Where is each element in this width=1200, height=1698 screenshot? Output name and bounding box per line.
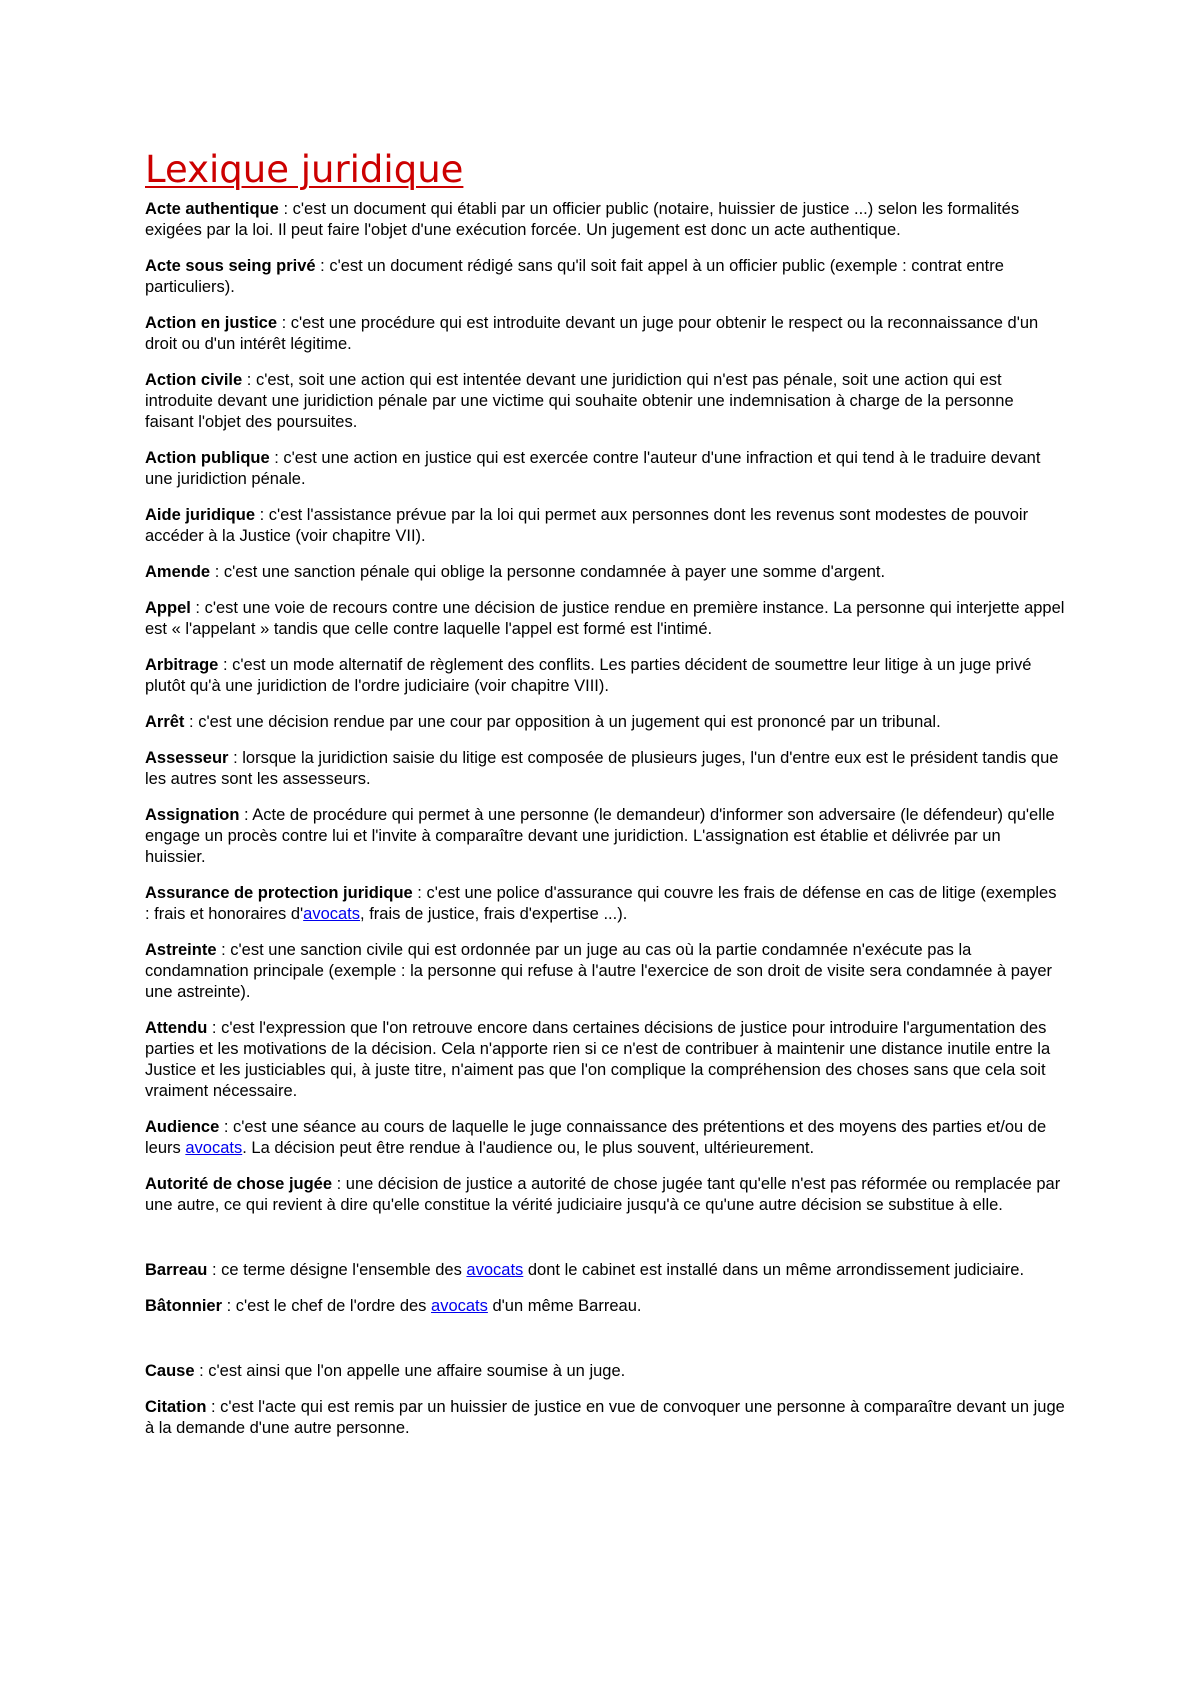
glossary-definition: : c'est une voie de recours contre une décision de justice rendue en première instance. La personne qui interjette appel est « l'appelant » tandis que celle contre laquelle l'appel est formé est l'intimé. bbox=[145, 599, 1065, 638]
glossary-term: Arbitrage bbox=[145, 656, 219, 674]
glossary-entry bbox=[145, 1117, 1065, 1159]
glossary-term: Citation bbox=[145, 1398, 207, 1416]
glossary-definition: : c'est une décision rendue par une cour par opposition à un jugement qui est prononcé par un tribunal. bbox=[184, 713, 941, 731]
glossary-entry bbox=[145, 805, 1065, 868]
glossary-entry bbox=[145, 448, 1065, 490]
glossary-definition: : c'est un document qui établi par un officier public (notaire, huissier de justice ...) selon les formalités exigées par la loi. Il peut faire l'objet d'une exécution forcée. Un jugement est donc un acte authentique. bbox=[145, 200, 1020, 239]
glossary-term: Acte authentique bbox=[145, 200, 279, 218]
glossary-definition: dont le cabinet est installé dans un même arrondissement judiciaire. bbox=[523, 1261, 1025, 1279]
glossary-definition: : c'est une sanction civile qui est ordonnée par un juge au cas où la partie condamnée n'exécute pas la condamnation principale (exemple : la personne qui refuse à l'autre l'exercice de son droit de visite sera condamnée à payer une astreinte). bbox=[145, 941, 1052, 1001]
glossary-definition: : Acte de procédure qui permet à une personne (le demandeur) d'informer son adversaire (le défendeur) qu'elle engage un procès contre lui et l'invite à comparaître devant une juridiction. L'assignation est établie et délivrée par un huissier. bbox=[145, 806, 1055, 866]
glossary-entry bbox=[145, 313, 1065, 355]
glossary-entry bbox=[145, 748, 1065, 790]
glossary-term: Arrêt bbox=[145, 713, 185, 731]
glossary-entry bbox=[145, 940, 1065, 1003]
glossary-entry bbox=[145, 562, 1065, 583]
glossary-term: Action en justice bbox=[145, 314, 278, 332]
glossary-entry bbox=[145, 598, 1065, 640]
avocats-link[interactable]: avocats bbox=[431, 1297, 488, 1315]
glossary-term: Bâtonnier bbox=[145, 1297, 223, 1315]
glossary-definition: : c'est, soit une action qui est intentée devant une juridiction qui n'est pas pénale, soit une action qui est introduite devant une juridiction pénale par une victime qui souhaite obtenir une indemnisation à charge de la personne faisant l'objet des poursuites. bbox=[145, 371, 1014, 431]
glossary-term: Audience bbox=[145, 1118, 220, 1136]
avocats-link[interactable]: avocats bbox=[303, 905, 361, 923]
glossary-term: Aide juridique bbox=[145, 506, 256, 524]
glossary-definition: . La décision peut être rendue à l'audience ou, le plus souvent, ultérieurement. bbox=[242, 1139, 815, 1157]
glossary-term: Amende bbox=[145, 563, 211, 581]
glossary-term: Autorité de chose jugée bbox=[145, 1175, 333, 1193]
glossary-entry bbox=[145, 1260, 1065, 1281]
glossary-entry bbox=[145, 1361, 1065, 1382]
glossary-definition: : ce terme désigne l'ensemble des bbox=[207, 1261, 467, 1279]
glossary-definition: : c'est un mode alternatif de règlement des conflits. Les parties décident de soumettre leur litige à un juge privé plutôt qu'à une juridiction de l'ordre judiciaire (voir chapitre VIII). bbox=[145, 656, 1032, 695]
glossary-term: Action civile bbox=[145, 371, 243, 389]
glossary-term: Assesseur bbox=[145, 749, 229, 767]
glossary-definition: : c'est une séance au cours de laquelle le juge connaissance des prétentions et des moyens des parties et/ou de leurs bbox=[145, 1118, 1047, 1157]
glossary-term: Cause bbox=[145, 1362, 195, 1380]
glossary-term: Barreau bbox=[145, 1261, 208, 1279]
glossary-entry bbox=[145, 199, 1065, 241]
glossary-definition: : c'est une action en justice qui est exercée contre l'auteur d'une infraction et qui tend à le traduire devant une juridiction pénale. bbox=[145, 449, 1041, 488]
glossary-entry bbox=[145, 1397, 1065, 1439]
glossary-definition: : c'est une procédure qui est introduite devant un juge pour obtenir le respect ou la reconnaissance d'un droit ou d'un intérêt légitime. bbox=[145, 314, 1039, 353]
glossary-definition: : lorsque la juridiction saisie du litige est composée de plusieurs juges, l'un d'entre eux est le président tandis que les autres sont les assesseurs. bbox=[145, 749, 1059, 788]
avocats-link[interactable]: avocats bbox=[185, 1139, 243, 1157]
avocats-link[interactable]: avocats bbox=[466, 1261, 524, 1279]
page-title: Lexique juridique bbox=[145, 148, 464, 191]
glossary-entry bbox=[145, 883, 1065, 925]
glossary-definition: : c'est le chef de l'ordre des bbox=[222, 1297, 432, 1315]
glossary-definition: : une décision de justice a autorité de chose jugée tant qu'elle n'est pas réformée ou remplacée par une autre, ce qui revient à dire qu'elle constitue la vérité judiciaire jusqu'à ce qu'une autre décision se substitue à elle. bbox=[145, 1175, 1061, 1214]
glossary-entry bbox=[145, 256, 1065, 298]
glossary-definition: : c'est une police d'assurance qui couvre les frais de défense en cas de litige (exemples : frais et honoraires d' bbox=[145, 884, 1057, 923]
glossary-definition: : c'est l'assistance prévue par la loi qui permet aux personnes dont les revenus sont modestes de pouvoir accéder à la Justice (voir chapitre VII). bbox=[145, 506, 1029, 545]
glossary-entry bbox=[145, 712, 1065, 733]
glossary-entry bbox=[145, 655, 1065, 697]
glossary-term: Assurance de protection juridique bbox=[145, 884, 413, 902]
glossary-term: Appel bbox=[145, 599, 191, 617]
glossary-list bbox=[145, 199, 1065, 1439]
glossary-entry bbox=[145, 370, 1065, 433]
glossary-term: Assignation bbox=[145, 806, 240, 824]
glossary-term: Astreinte bbox=[145, 941, 217, 959]
glossary-entry bbox=[145, 1018, 1065, 1102]
glossary-definition: : c'est l'expression que l'on retrouve encore dans certaines décisions de justice pour introduire l'argumentation des parties et les motivations de la décision. Cela n'apporte rien si ce n'est de contribuer à maintenir une distance inutile entre la Justice et les justiciables qui, à juste titre, n'aiment pas que l'on complique la compréhension des choses sans que cela soit vraiment nécessaire. bbox=[145, 1019, 1051, 1100]
glossary-term: Attendu bbox=[145, 1019, 208, 1037]
glossary-definition: : c'est l'acte qui est remis par un huissier de justice en vue de convoquer une personne à comparaître devant un juge à la demande d'une autre personne. bbox=[145, 1398, 1065, 1437]
document-page bbox=[145, 148, 1065, 1454]
glossary-definition: : c'est une sanction pénale qui oblige la personne condamnée à payer une somme d'argent. bbox=[210, 563, 886, 581]
glossary-definition: : c'est ainsi que l'on appelle une affaire soumise à un juge. bbox=[194, 1362, 626, 1380]
glossary-definition: d'un même Barreau. bbox=[487, 1297, 642, 1315]
glossary-term: Acte sous seing privé bbox=[145, 257, 316, 275]
glossary-entry bbox=[145, 1174, 1065, 1216]
glossary-term: Action publique bbox=[145, 449, 270, 467]
glossary-entry bbox=[145, 1296, 1065, 1317]
glossary-definition: : c'est un document rédigé sans qu'il soit fait appel à un officier public (exemple : contrat entre particuliers). bbox=[145, 257, 1004, 296]
glossary-entry bbox=[145, 505, 1065, 547]
glossary-definition: , frais de justice, frais d'expertise ...). bbox=[360, 905, 628, 923]
